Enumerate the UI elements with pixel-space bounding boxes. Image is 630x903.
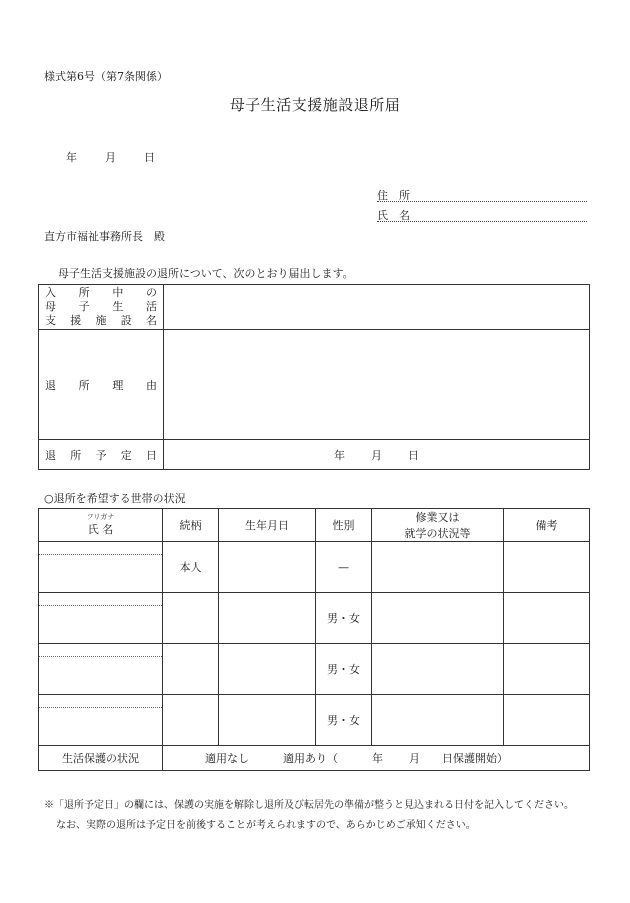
welfare-label: 生活保護の状況 xyxy=(39,746,163,771)
gender-cell: — xyxy=(316,542,372,593)
reason-label: 退 所 理 由 xyxy=(39,330,164,440)
gender-cell[interactable]: 男・女 xyxy=(316,593,372,644)
study-cell[interactable] xyxy=(372,542,504,593)
remarks-cell[interactable] xyxy=(504,644,590,695)
birthdate-header: 生年月日 xyxy=(219,509,316,542)
note-line-1: ※「退所予定日」の欄には、保護の実施を解除し退所及び転居先の準備が整うと見込まれる日付を記入してください。 xyxy=(44,800,574,811)
household-table xyxy=(38,508,590,771)
address-line[interactable] xyxy=(377,187,587,203)
date-month: 月 xyxy=(105,151,116,164)
name-header: フリガナ 氏 名 xyxy=(39,509,163,542)
name-cell[interactable] xyxy=(39,695,163,746)
gender-cell[interactable]: 男・女 xyxy=(316,695,372,746)
remarks-cell[interactable] xyxy=(504,695,590,746)
facility-label: 入 所 中 の 母 子 生 活 支 援 施 設 名 xyxy=(39,285,164,330)
name-cell[interactable] xyxy=(39,644,163,695)
date-day: 日 xyxy=(144,151,155,164)
gender-header: 性別 xyxy=(316,509,372,542)
facility-input[interactable] xyxy=(164,285,590,330)
table-row xyxy=(39,644,590,695)
relation-header: 続柄 xyxy=(163,509,219,542)
remarks-cell[interactable] xyxy=(504,542,590,593)
table-row xyxy=(39,695,590,746)
birthdate-cell[interactable] xyxy=(219,644,316,695)
recipient: 直方市福祉事務所長 殿 xyxy=(44,230,165,243)
name-label: 氏 名 xyxy=(377,209,410,222)
reason-input[interactable] xyxy=(164,330,590,440)
table-row xyxy=(39,542,590,593)
planned-date-input[interactable] xyxy=(164,440,590,470)
remarks-header: 備考 xyxy=(504,509,590,542)
study-header: 修業又は 就学の状況等 xyxy=(372,509,504,542)
intro-text: 母子生活支援施設の退所について、次のとおり届出します。 xyxy=(58,267,354,280)
table-row xyxy=(39,593,590,644)
planned-year: 年 xyxy=(334,448,345,462)
welfare-applied[interactable]: 適用あり（ xyxy=(283,752,338,765)
relation-cell[interactable] xyxy=(163,644,219,695)
birthdate-cell[interactable] xyxy=(219,695,316,746)
birthdate-cell[interactable] xyxy=(219,542,316,593)
planned-date-label: 退 所 予 定 日 xyxy=(39,440,164,470)
relation-cell: 本人 xyxy=(163,542,219,593)
submission-date xyxy=(66,149,155,165)
remarks-cell[interactable] xyxy=(504,593,590,644)
welfare-none[interactable]: 適用なし xyxy=(205,752,249,765)
page-title: 母子生活支援施設退所届 xyxy=(229,96,401,114)
name-line[interactable] xyxy=(377,207,587,223)
study-cell[interactable] xyxy=(372,593,504,644)
name-cell[interactable] xyxy=(39,593,163,644)
household-section-title: ○退所を希望する世帯の状況 xyxy=(44,492,186,505)
study-cell[interactable] xyxy=(372,644,504,695)
form-number: 様式第6号（第7条関係） xyxy=(44,70,168,83)
note-line-2: なお、実際の退所は予定日を前後することが考えられますので、あらかじめご承知ください。 xyxy=(56,820,476,831)
name-cell[interactable] xyxy=(39,542,163,593)
birthdate-cell[interactable] xyxy=(219,593,316,644)
address-label: 住 所 xyxy=(377,189,410,202)
planned-month: 月 xyxy=(371,448,382,462)
planned-day: 日 xyxy=(408,448,419,462)
facility-table xyxy=(38,284,590,470)
relation-cell[interactable] xyxy=(163,593,219,644)
relation-cell[interactable] xyxy=(163,695,219,746)
date-year: 年 xyxy=(66,151,77,164)
welfare-status[interactable]: 適用なし 適用あり（ 年 月 日保護開始） xyxy=(163,746,590,771)
gender-cell[interactable]: 男・女 xyxy=(316,644,372,695)
study-cell[interactable] xyxy=(372,695,504,746)
